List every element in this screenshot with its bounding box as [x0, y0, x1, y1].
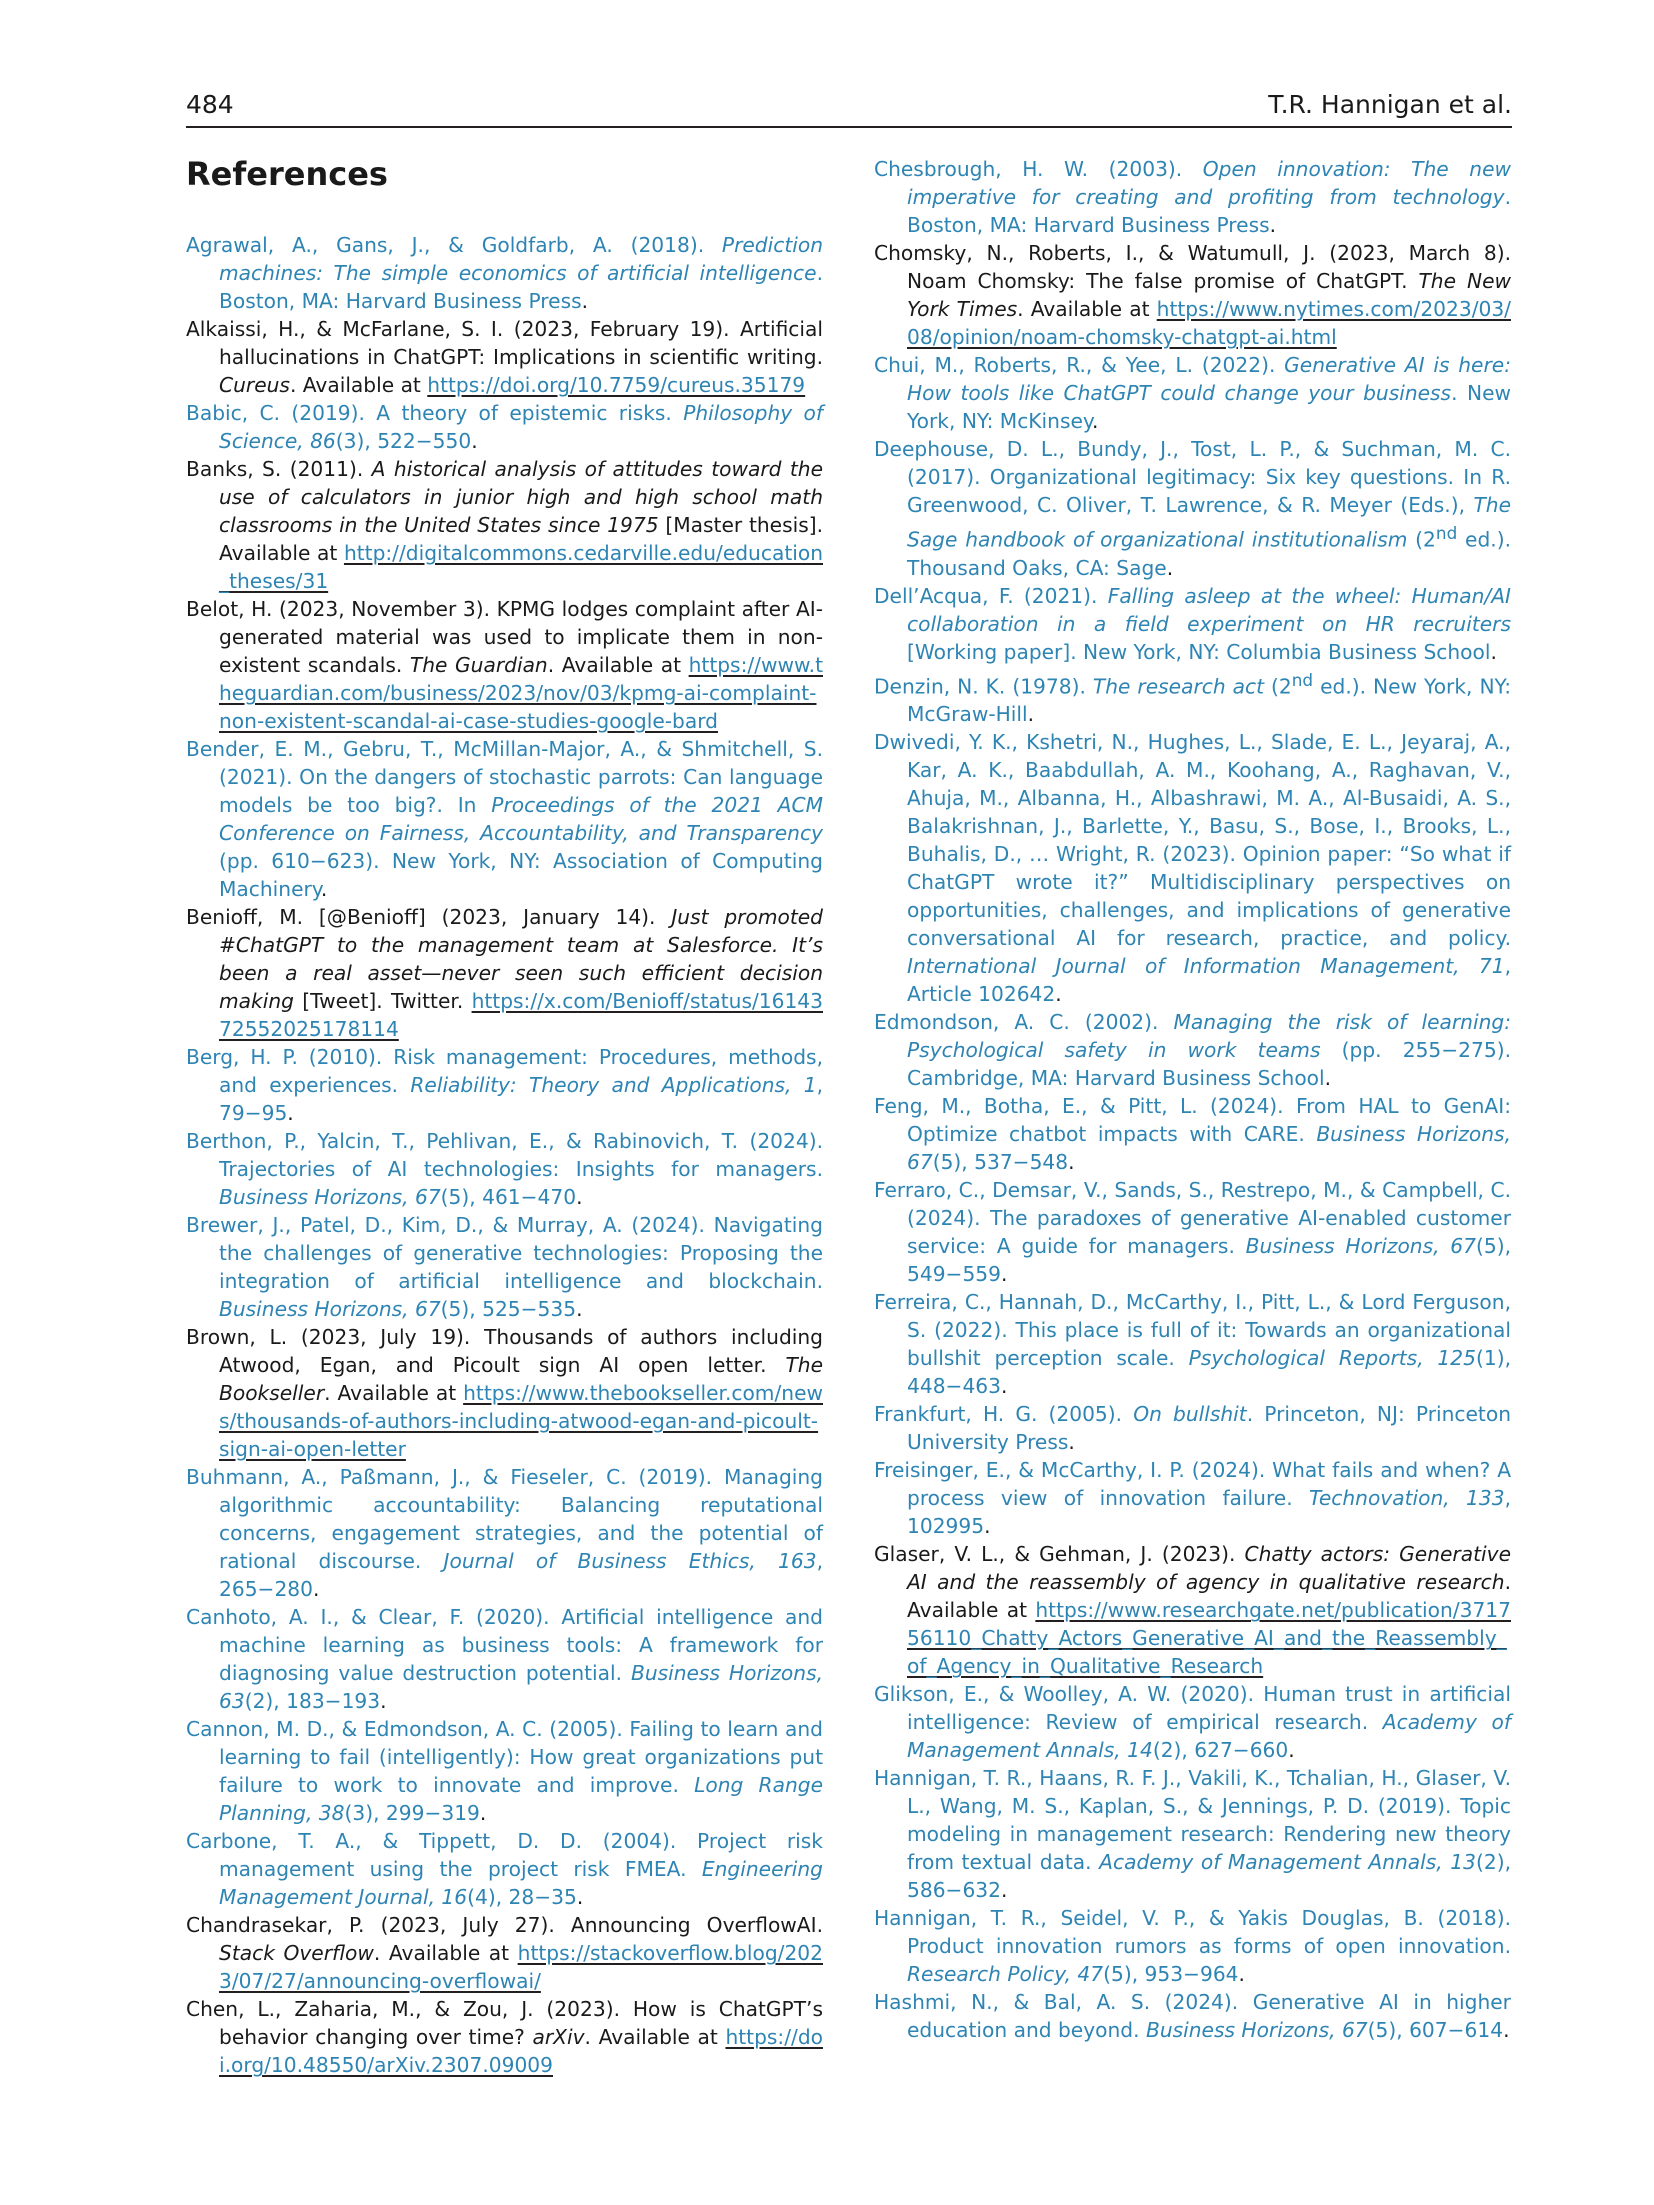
reference-title: Academy of Management Annals, 14	[907, 1710, 1511, 1763]
reference-period: .	[1000, 1374, 1008, 1399]
reference-text: Glikson, E., & Woolley, A. W. (2020). Human trust in artificial intelligence: Review of empirical research.	[874, 1682, 1511, 1735]
reference-period: .	[1490, 639, 1497, 664]
reference-title: Falling asleep at the wheel: Human/AI collaboration in a field experiment on HR recruiters	[907, 583, 1511, 636]
reference-link[interactable]: https://x.com/Benioff/status/1614372552025178114	[219, 989, 823, 1041]
reference-text: Deephouse, D. L., Bundy, J., Tost, L. P., & Suchman, M. C. (2017). Organizational legitimacy: Six key questions. In R. Greenwood, C. Oliver, T. Lawrence, & R. Meyer (Eds.),	[874, 437, 1511, 517]
reference-text: Banks, S. (2011).	[186, 457, 372, 481]
reference-entry	[186, 1323, 823, 1463]
reference-period: .	[1503, 2018, 1510, 2043]
reference-title: arXiv	[532, 2025, 585, 2049]
reference-link[interactable]: https://www.nytimes.com/2023/03/08/opinion/noam-chomsky-chatgpt-ai.html	[907, 297, 1511, 349]
reference-entry	[874, 1092, 1511, 1176]
reference-title: A historical analysis of attitudes toward the use of calculators in junior high and high school math classrooms in the United States since 1975	[219, 457, 823, 537]
reference-text: Berthon, P., Yalcin, T., Pehlivan, E., & Rabinovich, T. (2024). Trajectories of AI technologies: Insights for managers.	[186, 1129, 823, 1181]
superscript: nd	[1435, 523, 1458, 543]
reference-text: ed.). Thousand Oaks, CA: Sage	[907, 527, 1511, 580]
reference-period: .	[1091, 409, 1099, 433]
reference-title: Research Policy, 47	[907, 1962, 1104, 1987]
reference-text: (5), 461−470	[440, 1185, 577, 1209]
reference-text: (3), 299−319	[344, 1801, 480, 1825]
reference-period: .	[312, 1577, 320, 1601]
reference-entry	[874, 155, 1511, 239]
reference-text: Agrawal, A., Gans, J., & Goldfarb, A. (2018).	[186, 233, 722, 257]
reference-text: (5), 953−964	[1103, 1962, 1239, 1987]
reference-period: .	[1068, 1430, 1075, 1455]
reference-text: Glaser, V. L., & Gehman, J. (2023).	[874, 1542, 1245, 1567]
reference-text: (2), 627−660	[1152, 1738, 1289, 1763]
reference-period: .	[1166, 555, 1174, 580]
reference-text: . Boston, MA: Harvard Business Press	[907, 185, 1511, 237]
reference-text: (2), 183−193	[244, 1689, 381, 1713]
reference-period: .	[1000, 1878, 1008, 1903]
reference-text: Benioff, M. [@Benioff] (2023, January 14).	[186, 905, 672, 929]
reference-title: Business Horizons, 67	[1245, 1234, 1476, 1259]
reference-text: Edmondson, A. C. (2002).	[874, 1010, 1174, 1035]
reference-link[interactable]: https://www.theguardian.com/business/2023/nov/03/kpmg-ai-complaint-non-existent-scandal-ai-case-studies-google-bard	[219, 653, 823, 733]
reference-link[interactable]: https://www.researchgate.net/publication/371756110_Chatty_Actors_Generative_AI_and_the_Reassembly_of_Agency_in_Qualitative_Research	[907, 1598, 1511, 1679]
reference-text: Chandrasekar, P. (2023, July 27). Announcing OverflowAI.	[186, 1913, 823, 1937]
reference-period: .	[576, 1185, 583, 1209]
reference-text: Frankfurt, H. G. (2005).	[874, 1402, 1134, 1427]
reference-title: International Journal of Information Management, 71	[907, 954, 1505, 979]
reference-entry	[186, 1463, 823, 1603]
reference-text: (pp. 255−275). Cambridge, MA: Harvard Business School	[907, 1038, 1512, 1091]
reference-text: [Working paper]. New York, NY: Columbia Business School	[907, 639, 1491, 664]
reference-period: .	[380, 1689, 387, 1713]
reference-period: .	[576, 1885, 584, 1909]
reference-text: Berg, H. P. (2010). Risk management: Procedures, methods, and experiences.	[186, 1045, 823, 1097]
reference-period: .	[576, 1297, 583, 1321]
reference-period: .	[1027, 702, 1035, 727]
reference-text: Ferreira, C., Hannah, D., McCarthy, I., Pitt, L., & Lord Ferguson, S. (2022). This place is full of it: Towards an organizational bullshit perception scale.	[874, 1290, 1511, 1371]
reference-period: .	[581, 289, 589, 313]
reference-entry	[874, 666, 1511, 729]
reference-text: . New York, NY: McKinsey	[907, 381, 1511, 433]
reference-title: Business Horizons, 67	[1145, 2018, 1368, 2043]
reference-text: (2	[1407, 527, 1436, 552]
reference-entry	[874, 239, 1511, 351]
reference-entry	[874, 1400, 1511, 1456]
reference-title: The research act	[1092, 674, 1265, 699]
reference-entry	[186, 399, 823, 455]
reference-text: Alkaissi, H., & McFarlane, S. I. (2023, February 19). Artificial hallucinations in ChatGPT: Implications in scientific writing.	[186, 317, 823, 369]
reference-text: . Available at	[324, 1381, 464, 1405]
reference-text: (2	[1264, 674, 1292, 699]
reference-entry	[874, 1680, 1511, 1764]
reference-text: , 102995	[907, 1486, 1512, 1539]
reference-entry	[874, 728, 1511, 1008]
reference-title: The Guardian	[409, 653, 548, 677]
running-head: T.R. Hannigan et al.	[1268, 90, 1512, 119]
reference-entry	[186, 1715, 823, 1827]
reference-period: .	[471, 429, 478, 453]
reference-link[interactable]: https://doi.org/10.7759/cureus.35179	[427, 373, 806, 397]
reference-text: [Tweet]. Twitter.	[293, 989, 472, 1013]
superscript: nd	[1291, 669, 1314, 690]
reference-title: The Bookseller	[219, 1353, 823, 1405]
reference-text: (4), 28−35	[467, 1885, 577, 1909]
reference-text: Denzin, N. K. (1978).	[874, 674, 1093, 699]
reference-title: The New York Times	[907, 269, 1512, 321]
reference-text: Canhoto, A. I., & Clear, F. (2020). Artificial intelligence and machine learning as business tools: A framework for diagnosing value destruction potential.	[186, 1605, 823, 1685]
reference-entry	[874, 1540, 1511, 1680]
reference-text: , Article 102642	[907, 954, 1511, 1007]
reference-entry	[186, 1603, 823, 1715]
reference-entry	[874, 1456, 1511, 1540]
reference-text: . Available at	[907, 1570, 1511, 1623]
reference-text: (2), 586−632	[907, 1850, 1511, 1903]
reference-text: Belot, H. (2023, November 3). KPMG lodges complaint after AI-generated material was used to implicate them in non-existent scandals.	[186, 597, 823, 677]
reference-text: Hashmi, N., & Bal, A. S. (2024). Generative AI in higher education and beyond.	[874, 1990, 1511, 2043]
reference-title: Academy of Management Annals, 13	[1099, 1850, 1476, 1875]
page-number: 484	[186, 90, 234, 119]
reference-text: ed.). New York, NY: McGraw-Hill	[907, 674, 1511, 727]
reference-period: .	[1000, 1262, 1008, 1287]
reference-entry	[874, 582, 1511, 666]
reference-title: Generative AI is here: How tools like ChatGPT could change your business	[907, 353, 1511, 405]
reference-period: .	[1324, 1066, 1332, 1091]
reference-text: . Boston, MA: Harvard Business Press	[219, 261, 823, 313]
reference-entry	[874, 1008, 1511, 1092]
reference-period: .	[1055, 982, 1062, 1007]
reference-text: Chomsky, N., Roberts, I., & Watumull, J. (2023, March 8). Noam Chomsky: The false promise of ChatGPT.	[874, 241, 1511, 293]
reference-text: . Available at	[547, 653, 689, 677]
reference-title: Open innovation: The new imperative for creating and profiting from technology	[907, 157, 1512, 209]
reference-text: Dell’Acqua, F. (2021).	[874, 583, 1108, 608]
reference-title: Philosophy of Science, 86	[219, 401, 823, 453]
reference-text: Dwivedi, Y. K., Kshetri, N., Hughes, L., Slade, E. L., Jeyaraj, A., Kar, A. K., Baabdullah, A. M., Koohang, A., Raghavan, V., Ahuja, M., Albanna, H., Albashrawi, M. A., Al-Busaidi, A. S., Balakrishnan, J., Barlette, Y., Basu, S., Bose, I., Brooks, L., Buhalis, D., … Wright, R. (2023). Opinion paper: “So what if ChatGPT wrote it?” Multidisciplinary perspectives on opportunities, challenges, and implications of generative conversational AI for research, practice, and policy.	[874, 730, 1511, 951]
reference-title: Chatty actors: Generative AI and the reassembly of agency in qualitative research	[907, 1542, 1511, 1595]
reference-title: The Sage handbook of organizational institutionalism	[907, 493, 1511, 552]
reference-title: Journal of Business Ethics, 163	[443, 1549, 817, 1573]
page-header	[186, 86, 1512, 128]
reference-text: , 265−280	[219, 1549, 823, 1601]
references-left-column	[186, 231, 823, 2079]
reference-entry	[874, 1904, 1511, 1988]
reference-title: Cureus	[219, 373, 290, 397]
reference-text: Buhmann, A., Paßmann, J., & Fieseler, C. (2019). Managing algorithmic accountability: Balancing reputational concerns, engagement strategies, and the potential of rational discourse.	[186, 1465, 823, 1573]
reference-text: Feng, M., Botha, E., & Pitt, L. (2024). From HAL to GenAI: Optimize chatbot impacts with CARE.	[874, 1094, 1511, 1147]
section-title: References	[186, 155, 388, 193]
reference-entry	[874, 351, 1511, 435]
reference-title: Business Horizons, 67	[219, 1297, 441, 1321]
reference-title: Long Range Planning, 38	[219, 1773, 823, 1825]
reference-text: . Available at	[289, 373, 428, 397]
reference-entry	[186, 231, 823, 315]
reference-entry	[874, 1988, 1511, 2044]
reference-entry	[186, 1211, 823, 1323]
reference-text: (5), 549−559	[907, 1234, 1511, 1287]
reference-entry	[186, 455, 823, 595]
reference-text: Freisinger, E., & McCarthy, I. P. (2024). What fails and when? A process view of innovation failure.	[874, 1458, 1511, 1511]
reference-entry	[874, 435, 1511, 582]
reference-text: [Master thesis]. Available at	[219, 513, 824, 565]
reference-entry	[186, 595, 823, 735]
reference-title: Business Horizons, 67	[907, 1122, 1511, 1175]
reference-period: .	[320, 877, 328, 901]
reference-entry	[874, 1764, 1511, 1904]
reference-text: . Princeton, NJ: Princeton University Press	[907, 1402, 1511, 1455]
reference-text: Carbone, T. A., & Tippett, D. D. (2004). Project risk management using the project risk FMEA.	[186, 1829, 823, 1881]
reference-text: (5), 537−548	[932, 1150, 1069, 1175]
reference-text: Hannigan, T. R., Seidel, V. P., & Yakis Douglas, B. (2018). Product innovation rumors as forms of open innovation.	[874, 1906, 1511, 1959]
reference-text: Brewer, J., Patel, D., Kim, D., & Murray, A. (2024). Navigating the challenges of generative technologies: Proposing the integration of artificial intelligence and blockchain.	[186, 1213, 823, 1293]
reference-title: Business Horizons, 67	[219, 1185, 441, 1209]
reference-link[interactable]: https://stackoverflow.blog/2023/07/27/announcing-overflowai/	[219, 1941, 823, 1993]
reference-period: .	[984, 1514, 991, 1539]
reference-text: , 79−95	[219, 1073, 823, 1125]
reference-title: Technovation, 133	[1309, 1486, 1505, 1511]
reference-text: Ferraro, C., Demsar, V., Sands, S., Restrepo, M., & Campbell, C. (2024). The paradoxes of generative AI-enabled customer service: A guide for managers.	[874, 1178, 1511, 1259]
reference-title: Proceedings of the 2021 ACM Conference on Fairness, Accountability, and Transparency	[219, 793, 823, 845]
reference-period: .	[1068, 1150, 1075, 1175]
reference-entry	[874, 1288, 1511, 1400]
reference-entry	[186, 1911, 823, 1995]
reference-title: Business Horizons, 63	[219, 1661, 824, 1713]
reference-text: . Available at	[1017, 297, 1157, 321]
reference-period: .	[1269, 213, 1277, 237]
reference-title: Psychological Reports, 125	[1188, 1346, 1476, 1371]
reference-entry	[186, 1127, 823, 1211]
reference-title: Engineering Management Journal, 16	[219, 1857, 823, 1909]
references-right-column	[874, 155, 1511, 2044]
reference-period: .	[287, 1101, 294, 1125]
reference-text: Chesbrough, H. W. (2003).	[874, 157, 1203, 181]
reference-entry	[874, 1176, 1511, 1288]
reference-entry	[186, 1827, 823, 1911]
reference-text: . Available at	[584, 2025, 726, 2049]
reference-text: Chen, L., Zaharia, M., & Zou, J. (2023). How is ChatGPT’s behavior changing over time?	[186, 1997, 823, 2049]
reference-period: .	[1238, 1962, 1245, 1987]
reference-text: Hannigan, T. R., Haans, R. F. J., Vakili, K., Tchalian, H., Glaser, V. L., Wang, M. S., Kaplan, S., & Jennings, P. D. (2019). Topic modeling in management research: Rendering new theory from textual data.	[874, 1766, 1511, 1875]
reference-title: Just promoted #ChatGPT to the management team at Salesforce. It’s been a real asset—never seen such efficient decision making	[219, 905, 823, 1013]
reference-entry	[186, 1995, 823, 2079]
reference-period: .	[479, 1801, 487, 1825]
reference-entry	[186, 735, 823, 903]
reference-title: Prediction machines: The simple economics of artificial intelligence	[219, 233, 823, 285]
reference-link[interactable]: http://digitalcommons.cedarville.edu/education_theses/31	[219, 541, 823, 593]
reference-title: On bullshit	[1133, 1402, 1247, 1427]
reference-title: Managing the risk of learning: Psychological safety in work teams	[907, 1010, 1511, 1063]
reference-entry	[186, 315, 823, 399]
reference-text: Cannon, M. D., & Edmondson, A. C. (2005). Failing to learn and learning to fail (intelligently): How great organizations put failure to work to innovate and improve.	[186, 1717, 823, 1797]
reference-text: (pp. 610−623). New York, NY: Association of Computing Machinery	[219, 849, 823, 901]
reference-entry	[186, 1043, 823, 1127]
reference-text: Babic, C. (2019). A theory of epistemic risks.	[186, 401, 684, 425]
reference-text: . Available at	[373, 1941, 518, 1965]
reference-link[interactable]: https://www.thebookseller.com/news/thousands-of-authors-including-atwood-egan-and-picoult-sign-ai-open-letter	[219, 1381, 823, 1461]
reference-text: Brown, L. (2023, July 19). Thousands of authors including Atwood, Egan, and Picoult sign AI open letter.	[186, 1325, 823, 1377]
reference-title: Reliability: Theory and Applications, 1	[410, 1073, 817, 1097]
reference-text: (3), 522−550	[335, 429, 472, 453]
reference-text: Chui, M., Roberts, R., & Yee, L. (2022).	[874, 353, 1285, 377]
reference-entry	[186, 903, 823, 1043]
reference-period: .	[1288, 1738, 1295, 1763]
reference-text: (5), 607−614	[1367, 2018, 1504, 2043]
reference-text: (5), 525−535	[440, 1297, 577, 1321]
reference-text: Bender, E. M., Gebru, T., McMillan-Major, A., & Shmitchell, S. (2021). On the dangers of stochastic parrots: Can language models be too big?. In	[186, 737, 823, 817]
reference-link[interactable]: https://doi.org/10.48550/arXiv.2307.09009	[219, 2025, 823, 2077]
reference-title: Stack Overflow	[219, 1941, 374, 1965]
reference-text: (1), 448−463	[907, 1346, 1511, 1399]
